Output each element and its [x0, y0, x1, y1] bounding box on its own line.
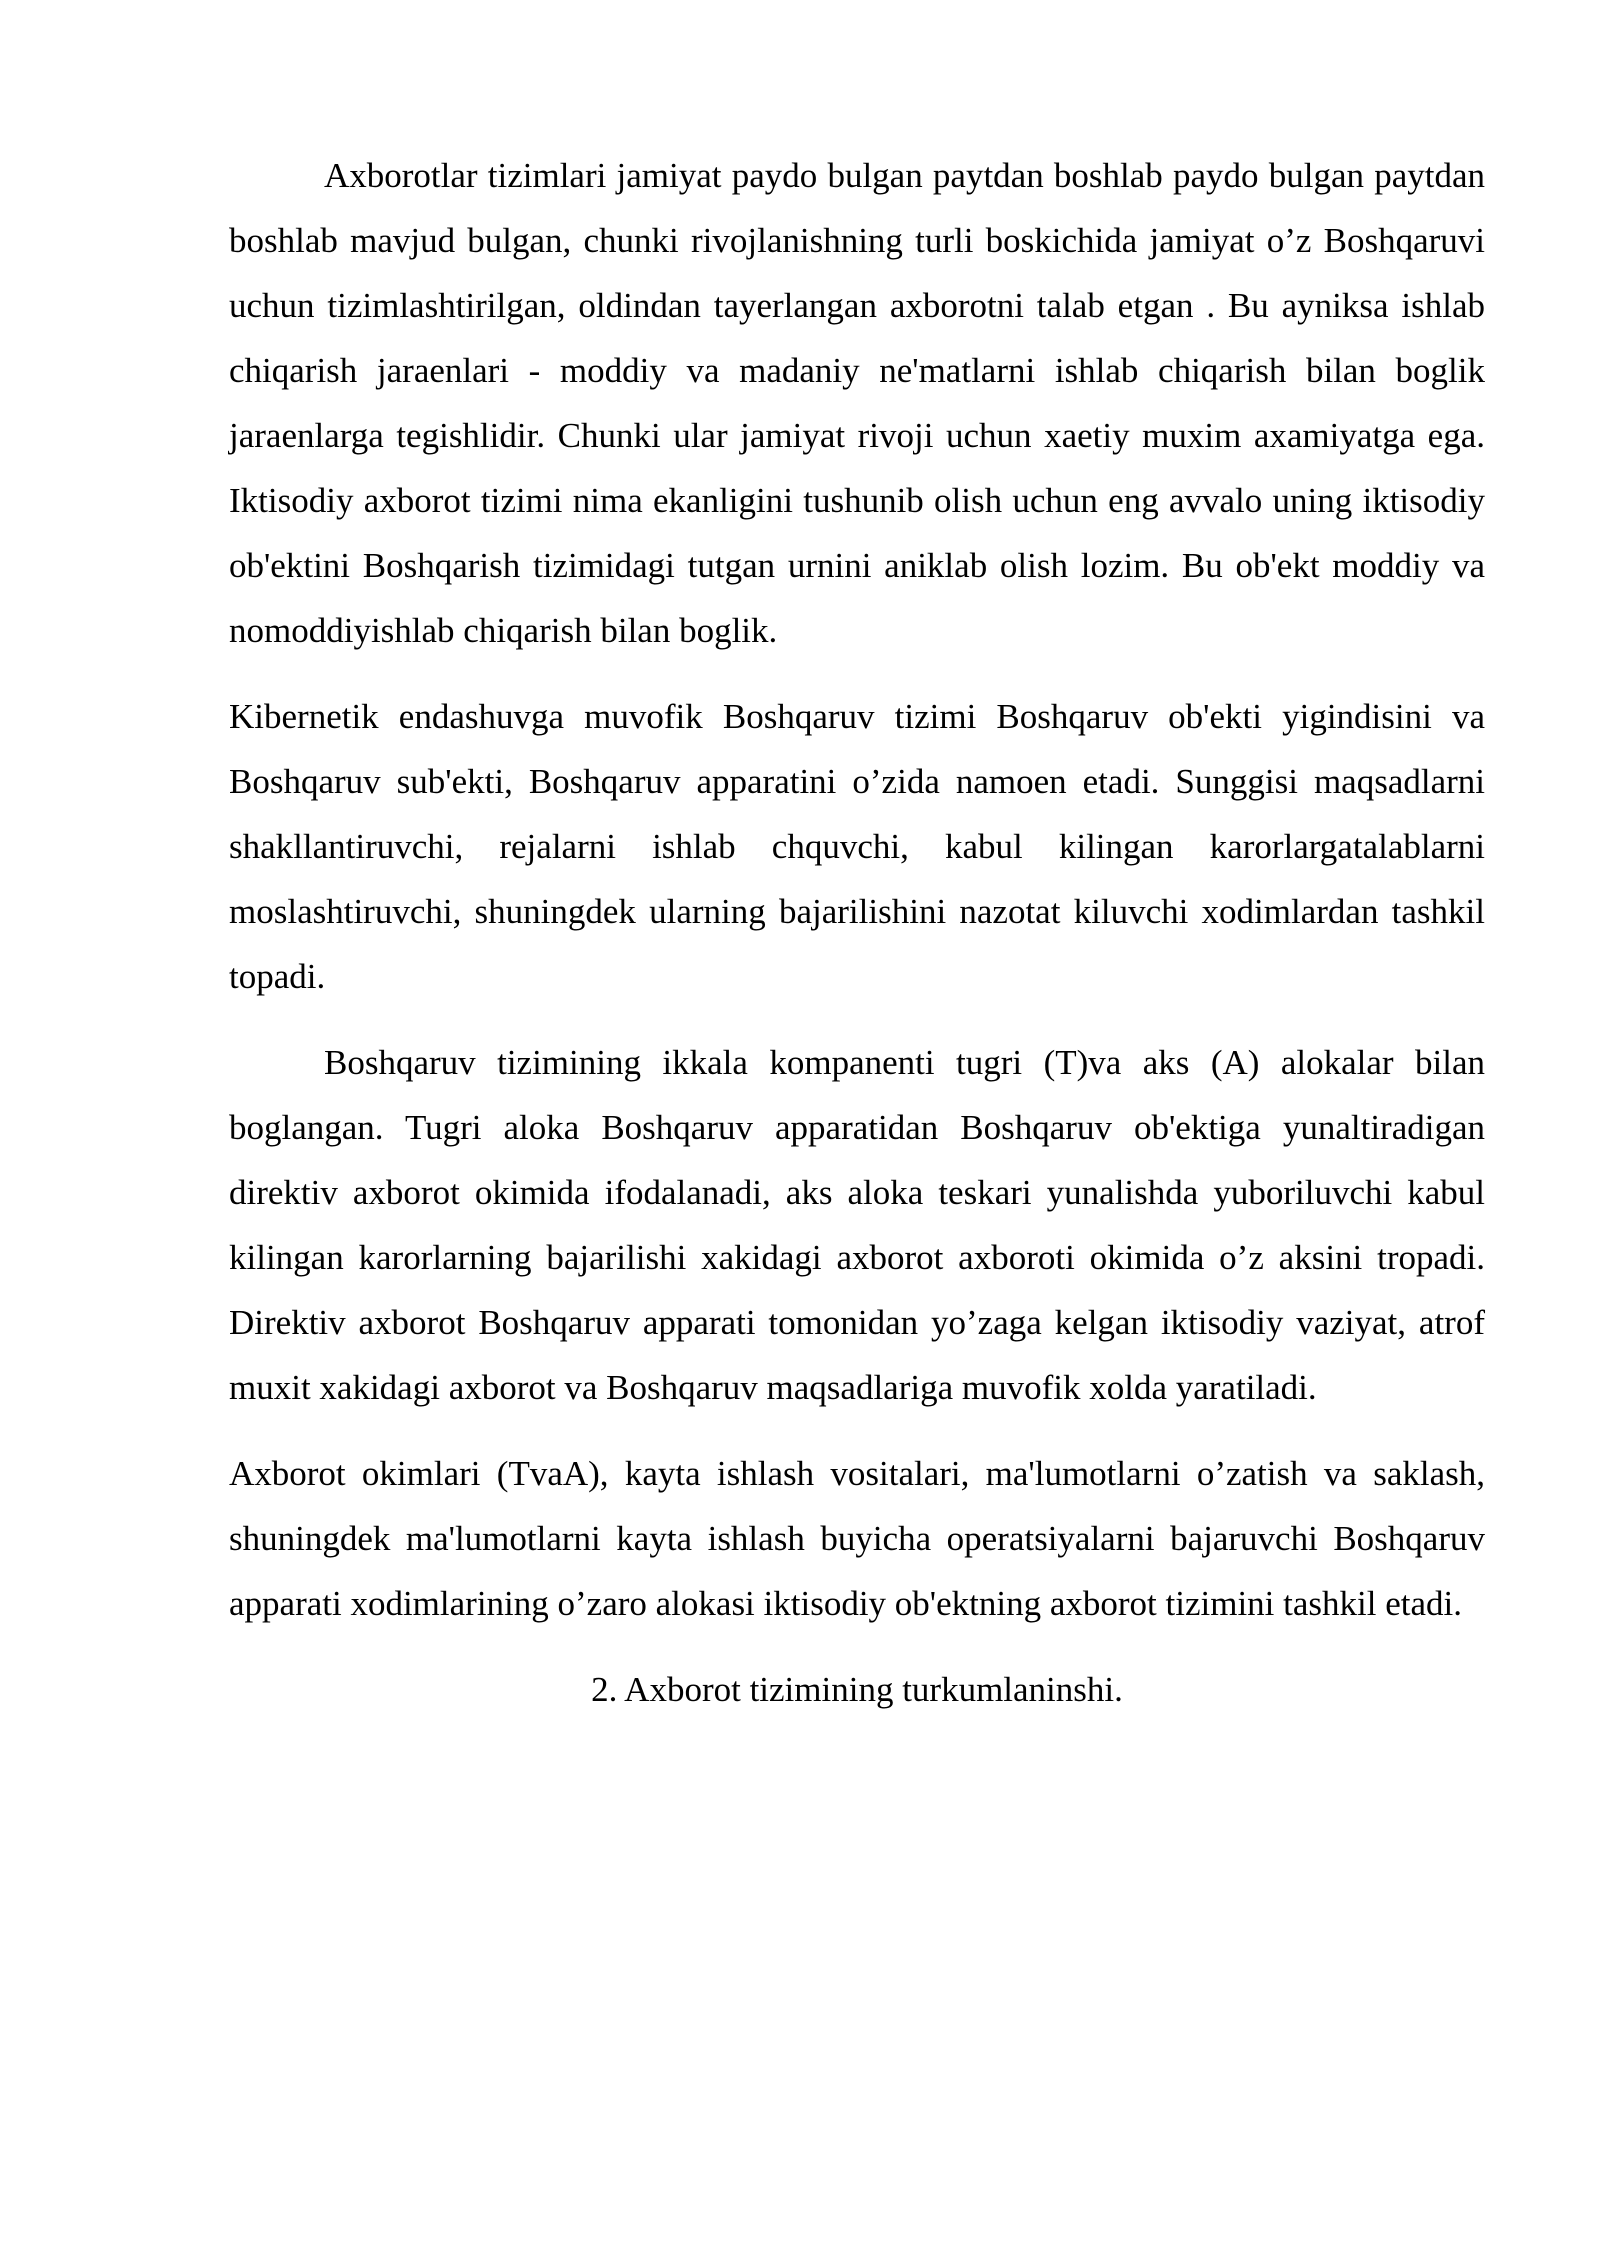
document-body: [229, 143, 1485, 1722]
section-heading: 2. Axborot tizimining turkumlaninshi.: [591, 1670, 1123, 1709]
paragraph-management-components: Boshqaruv tizimining ikkala kompanenti tugri (T)va aks (A) alokalar bilan boglangan. Tugri aloka Boshqaruv apparatidan Boshqaruv ob'ektiga yunaltiradigan direktiv axborot okimida ifodalanadi, aks aloka teskari yunalishda yuboriluvchi kabul kilingan karorlarning bajarilishi xakidagi axborot axboroti okimida o’z aksini tropadi. Direktiv axborot Boshqaruv apparati tomonidan yo’zaga kelgan iktisodiy vaziyat, atrof muxit xakidagi axborot va Boshqaruv maqsadlariga muvofik xolda yaratiladi.: [229, 1043, 1485, 1407]
paragraph-information-systems-history: Axborotlar tizimlari jamiyat paydo bulgan paytdan boshlab paydo bulgan paytdan boshlab mavjud bulgan, chunki rivojlanishning turli boskichida jamiyat o’z Boshqaruvi uchun tizimlashtirilgan, oldindan tayerlangan axborotni talab etgan . Bu ayniksa ishlab chiqarish jaraenlari - moddiy va madaniy ne'matlarni ishlab chiqarish bilan boglik jaraenlarga tegishlidir. Chunki ular jamiyat rivoji uchun xaetiy muxim axamiyatga ega. Iktisodiy axborot tizimi nima ekanligini tushunib olish uchun eng avvalo uning iktisodiy ob'ektini Boshqarish tizimidagi tutgan urnini aniklab olish lozim. Bu ob'ekt moddiy va nomoddiyishlab chiqarish bilan boglik.: [229, 156, 1485, 650]
paragraph-information-flows: Axborot okimlari (TvaA), kayta ishlash vositalari, ma'lumotlarni o’zatish va saklash, shuningdek ma'lumotlarni kayta ishlash buyicha operatsiyalarni bajaruvchi Boshqaruv apparati xodimlarining o’zaro alokasi iktisodiy ob'ektning axborot tizimini tashkil etadi.: [229, 1454, 1485, 1623]
paragraph-cybernetic-approach: Kibernetik endashuvga muvofik Boshqaruv tizimi Boshqaruv ob'ekti yigindisini va Boshqaruv sub'ekti, Boshqaruv apparatini o’zida namoen etadi. Sunggisi maqsadlarni shakllantiruvchi, rejalarni ishlab chquvchi, kabul kilingan karorlargatalablarni moslashtiruvchi, shuningdek ularning bajarilishini nazotat kiluvchi xodimlardan tashkil topadi.: [229, 697, 1485, 996]
